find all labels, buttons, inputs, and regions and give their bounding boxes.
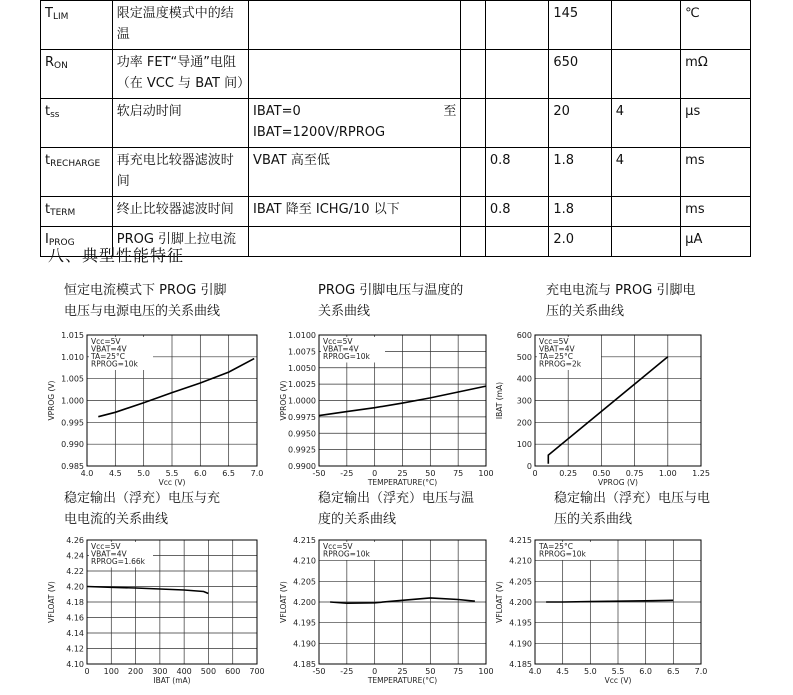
x-tick-label: 6.5 (222, 469, 236, 478)
y-tick-label: 4.16 (66, 613, 84, 623)
y-tick-label: 4.190 (509, 639, 532, 649)
caption-line: PROG 引脚电压与温度的 (318, 283, 464, 298)
x-tick-label: 7.0 (250, 469, 264, 478)
table-row (41, 148, 751, 197)
param-cell: 再充电比较器滤波时间 (112, 148, 248, 197)
y-tick-label: 1.015 (61, 331, 84, 340)
x-tick-label: 600 (225, 667, 241, 676)
typ-cell: 2.0 (549, 227, 611, 257)
x-tick-label: -50 (312, 469, 326, 478)
y-axis-label: VPROG (V) (279, 380, 288, 421)
y-tick-label: 4.200 (509, 598, 532, 607)
y-tick-label: 400 (516, 374, 532, 384)
caption-line: 电电流的关系曲线 (64, 512, 169, 527)
annotation-text: TA=25°C (539, 352, 573, 361)
y-tick-label: 4.185 (509, 660, 532, 669)
y-tick-label: 0.9950 (288, 429, 316, 439)
caption-line: 稳定输出（浮充）电压与充 (64, 491, 221, 506)
annotation-text: VBAT=4V (323, 344, 359, 354)
x-tick-label: -25 (340, 469, 354, 478)
x-tick-label: 6.0 (193, 469, 207, 478)
y-axis-label: VFLOAT (V) (279, 581, 288, 623)
condition-cell (249, 227, 461, 257)
x-tick-label: 1.25 (692, 469, 710, 478)
y-tick-label: 600 (516, 331, 532, 340)
param-cell: 功率 FET“导通”电阻（在 VCC 与 BAT 间） (112, 50, 248, 99)
x-tick-label: 100 (478, 469, 494, 478)
y-tick-label: 4.215 (293, 536, 316, 545)
annotation-text: Vcc=5V (91, 337, 121, 346)
data-series-line (548, 357, 668, 464)
chart-vfloat-vs-temp (264, 533, 499, 695)
caption-line: 稳定输出（浮充）电压与温 (318, 491, 475, 506)
blank-cell (461, 227, 485, 257)
x-tick-label: 75 (453, 469, 464, 478)
y-tick-label: 4.205 (293, 577, 316, 587)
unit-cell: ms (681, 148, 751, 197)
y-tick-label: 0 (526, 462, 532, 471)
x-tick-label: 0.50 (592, 469, 611, 478)
x-tick-label: 1.00 (658, 469, 677, 478)
chart-caption (318, 280, 463, 322)
annotation-text: VBAT=4V (91, 344, 127, 354)
y-tick-label: 500 (516, 352, 532, 362)
blank-cell (461, 1, 485, 50)
max-cell: 4 (611, 148, 680, 197)
typ-cell: 1.8 (549, 197, 611, 227)
y-tick-label: 0.9925 (288, 445, 316, 455)
section-title: 八、典型性能特征 (48, 246, 185, 265)
chart-caption (64, 280, 226, 322)
x-tick-label: 0.25 (559, 469, 578, 478)
data-series-line (87, 587, 208, 594)
x-tick-label: 100 (478, 667, 494, 676)
annotation-text: RPROG=10k (539, 549, 586, 559)
y-tick-label: 4.14 (66, 629, 84, 638)
y-tick-label: 1.005 (61, 374, 84, 384)
y-tick-label: 4.185 (293, 660, 316, 669)
annotation-text: RPROG=10k (323, 549, 370, 559)
blank-cell (461, 50, 485, 99)
y-tick-label: 4.210 (293, 556, 316, 566)
x-tick-label: 5.0 (583, 667, 597, 676)
x-tick-label: 200 (127, 667, 144, 676)
unit-cell: μA (681, 227, 751, 257)
param-cell: 限定温度模式中的结温 (112, 1, 248, 50)
annotation-text: RPROG=1.66k (91, 557, 145, 566)
x-tick-label: 4.5 (556, 667, 570, 676)
max-cell (611, 50, 680, 99)
condition-text: 至 (443, 104, 457, 119)
x-tick-label: 4.0 (528, 667, 542, 676)
y-tick-label: 4.24 (66, 551, 84, 561)
y-tick-label: 4.190 (293, 639, 316, 649)
min-cell (485, 1, 548, 50)
annotation-text: RPROG=2k (539, 359, 582, 369)
unit-cell: mΩ (681, 50, 751, 99)
y-tick-label: 1.0000 (288, 396, 316, 406)
x-axis-label: Vcc (V) (604, 676, 632, 685)
x-tick-label: 4.5 (108, 469, 122, 478)
x-tick-label: 7.0 (694, 667, 708, 676)
table-row (41, 1, 751, 50)
x-tick-label: 6.0 (639, 667, 653, 676)
x-tick-label: 6.5 (666, 667, 680, 676)
x-tick-label: 50 (425, 469, 436, 478)
chart-caption (64, 488, 220, 530)
y-tick-label: 200 (516, 418, 532, 428)
y-tick-label: 4.10 (66, 660, 84, 669)
min-cell (485, 50, 548, 99)
x-tick-label: 500 (200, 667, 217, 676)
caption-line: 充电电流与 PROG 引脚电 (546, 283, 696, 298)
y-tick-label: 100 (516, 440, 532, 450)
table-row (41, 99, 751, 148)
annotation-text: VBAT=4V (539, 344, 575, 354)
y-tick-label: 1.0075 (288, 347, 316, 357)
chart-vfloat-vs-ibat (40, 533, 270, 695)
x-axis-label: TEMPERATURE(°C) (367, 478, 438, 487)
y-tick-label: 4.215 (509, 536, 532, 545)
symbol-cell: $I_{PROG}$ (41, 227, 113, 257)
x-tick-label: 5.5 (611, 667, 625, 676)
unit-cell: μs (681, 99, 751, 148)
x-tick-label: 400 (176, 667, 192, 676)
chart-caption (318, 488, 474, 530)
x-tick-label: 50 (425, 667, 436, 676)
condition-text: IBAT=0 (253, 104, 301, 119)
param-cell: PROG 引脚上拉电流 (112, 227, 248, 257)
chart-vprog-vs-vcc (40, 328, 270, 487)
annotation-text: RPROG=10k (323, 352, 370, 361)
max-cell: 4 (611, 99, 680, 148)
max-cell (611, 197, 680, 227)
y-tick-label: 0.9975 (288, 412, 316, 422)
y-tick-label: 1.0025 (288, 380, 316, 390)
min-cell: 0.8 (485, 197, 548, 227)
x-axis-label: Vcc (V) (158, 478, 186, 487)
x-tick-label: 0 (372, 667, 378, 676)
y-tick-label: 1.000 (61, 396, 84, 406)
unit-cell: ms (681, 197, 751, 227)
annotation-text: VBAT=4V (91, 549, 127, 559)
blank-cell (461, 197, 485, 227)
unit-cell: ℃ (681, 1, 751, 50)
x-tick-label: 0 (532, 469, 538, 478)
annotation-text: Vcc=5V (91, 542, 121, 551)
min-cell (485, 227, 548, 257)
condition-text: IBAT=1200V/RPROG (253, 125, 386, 140)
table-row (41, 197, 751, 227)
spec-table (40, 0, 751, 257)
x-axis-label: VPROG (V) (598, 478, 638, 487)
y-tick-label: 4.205 (509, 577, 532, 587)
typ-cell: 20 (549, 99, 611, 148)
x-tick-label: -50 (312, 667, 326, 676)
typ-cell: 650 (549, 50, 611, 99)
chart-ibat-vs-vprog (493, 328, 721, 487)
caption-line: 电压与电源电压的关系曲线 (64, 304, 221, 319)
y-tick-label: 4.18 (66, 598, 84, 607)
typ-cell: 145 (549, 1, 611, 50)
y-tick-label: 1.0100 (288, 331, 316, 340)
y-axis-label: VPROG (V) (47, 380, 56, 421)
x-tick-label: 100 (103, 667, 119, 676)
x-tick-label: 25 (397, 469, 408, 478)
annotation-text: TA=25°C (91, 352, 125, 361)
annotation-text: TA=25°C (539, 542, 573, 551)
x-tick-label: 0 (84, 667, 90, 676)
x-axis-label: TEMPERATURE(°C) (367, 676, 438, 685)
x-tick-label: 75 (453, 667, 464, 676)
chart-vfloat-vs-vcc (493, 533, 721, 695)
y-tick-label: 4.22 (66, 567, 84, 576)
y-tick-label: 4.195 (293, 618, 316, 628)
y-tick-label: 4.20 (66, 582, 84, 592)
y-tick-label: 4.195 (509, 618, 532, 628)
condition-cell: IBAT 降至 ICHG/10 以下 (249, 197, 461, 227)
chart-caption (546, 280, 695, 322)
y-axis-label: VFLOAT (V) (47, 581, 56, 623)
symbol-cell: $t_{ss}$ (41, 99, 113, 148)
param-cell: 软启动时间 (112, 99, 248, 148)
x-tick-label: 300 (152, 667, 168, 676)
caption-line: 稳定输出（浮充）电压与电 (554, 491, 711, 506)
symbol-cell: $t_{RECHARGE}$ (41, 148, 113, 197)
caption-line: 压的关系曲线 (546, 304, 625, 319)
annotation-text: Vcc=5V (323, 542, 353, 551)
table-row (41, 50, 751, 99)
param-cell: 终止比较器滤波时间 (112, 197, 248, 227)
y-tick-label: 0.985 (61, 462, 84, 471)
condition-cell (249, 50, 461, 99)
x-tick-label: -25 (340, 667, 354, 676)
x-tick-label: 0 (372, 469, 378, 478)
x-tick-label: 5.5 (165, 469, 179, 478)
y-tick-label: 0.995 (61, 418, 84, 428)
y-tick-label: 0.990 (61, 440, 84, 450)
x-tick-label: 25 (397, 667, 408, 676)
annotation-text: RPROG=10k (91, 359, 138, 369)
caption-line: 度的关系曲线 (318, 512, 397, 527)
y-tick-label: 300 (516, 396, 532, 406)
y-tick-label: 4.210 (509, 556, 532, 566)
x-axis-label: IBAT (mA) (153, 676, 191, 685)
caption-line: 压的关系曲线 (554, 512, 633, 527)
caption-line: 关系曲线 (318, 304, 371, 319)
y-axis-label: VFLOAT (V) (495, 581, 504, 623)
x-tick-label: 4.0 (80, 469, 94, 478)
min-cell: 0.8 (485, 148, 548, 197)
typ-cell: 1.8 (549, 148, 611, 197)
condition-cell (249, 99, 461, 148)
caption-line: 恒定电流模式下 PROG 引脚 (64, 283, 227, 298)
y-tick-label: 4.26 (66, 536, 84, 545)
symbol-cell: $T_{LIM}$ (41, 1, 113, 50)
y-axis-label: IBAT (mA) (495, 381, 504, 420)
y-tick-label: 0.9900 (288, 462, 316, 471)
y-tick-label: 1.0050 (288, 363, 316, 373)
chart-vprog-vs-temp (264, 328, 499, 487)
symbol-cell: $R_{ON}$ (41, 50, 113, 99)
symbol-cell: $t_{TERM}$ (41, 197, 113, 227)
y-tick-label: 1.010 (61, 352, 84, 362)
max-cell (611, 1, 680, 50)
x-tick-label: 0.75 (625, 469, 644, 478)
min-cell (485, 99, 548, 148)
max-cell (611, 227, 680, 257)
annotation-text: Vcc=5V (323, 337, 353, 346)
condition-cell (249, 1, 461, 50)
x-tick-label: 700 (249, 667, 265, 676)
blank-cell (461, 148, 485, 197)
blank-cell (461, 99, 485, 148)
annotation-text: Vcc=5V (539, 337, 569, 346)
x-tick-label: 5.0 (137, 469, 151, 478)
condition-cell: VBAT 高至低 (249, 148, 461, 197)
chart-caption (554, 488, 710, 530)
y-tick-label: 4.200 (293, 598, 316, 607)
y-tick-label: 4.12 (66, 644, 84, 654)
